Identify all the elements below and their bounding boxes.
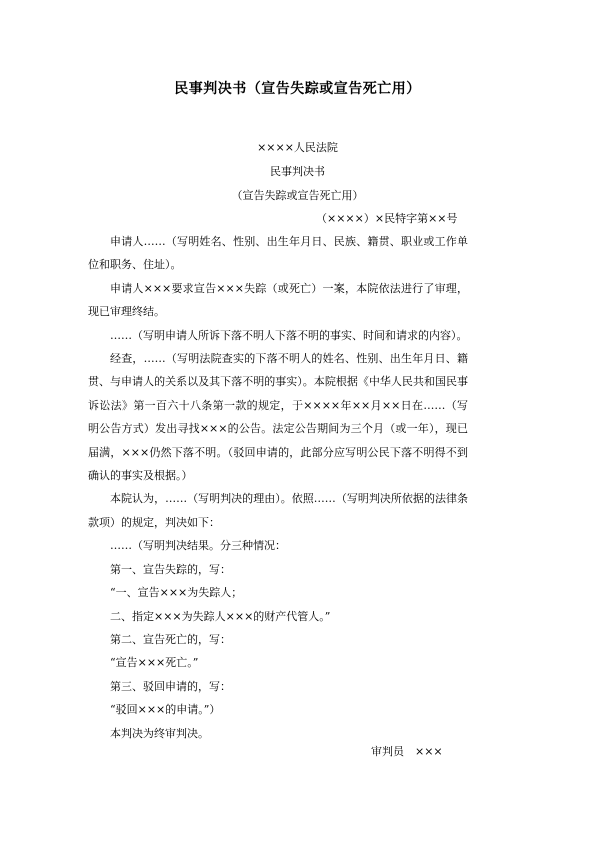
paragraph-case-one: 第一、宣告失踪的，写： <box>110 562 231 576</box>
judge-signature: 审判员 ××× <box>371 745 443 758</box>
paragraph-case-one-item-two: 二、指定×××为失踪人×××的财产代管人。” <box>110 609 331 623</box>
paragraph-reasoning: 本院认为，……（写明判决的理由）。依照……（写明判决所依据的法律条款项）的规定，判决如下： <box>88 492 468 529</box>
paragraph-case-two-item: “宣告×××死亡。” <box>110 656 199 670</box>
paragraph-findings: 经查，……（写明法院查实的下落不明人的姓名、性别、出生年月日、籍贯、与申请人的关系以及其下落不明的事实）。本院根据《中华人民共和国民事诉讼法》第一百六十八条第一款的规定，于××××年××月××日在……（写明公告方式）发出寻找×××的公告。法定公告期间为三个月（或一年），现已届满，×××仍然下落不明。（驳回申请的，此部分应写明公民下落不明得不到确认的事实及根据。） <box>88 352 468 483</box>
court-name: ××××人民法院 <box>257 141 338 154</box>
document-title: 民事判决书（宣告失踪或宣告死亡用） <box>174 81 421 97</box>
paragraph-case-intro: 申请人×××要求宣告×××失踪（或死亡）一案，本院依法进行了审理，现已审理终结。 <box>88 281 468 319</box>
paragraph-final-judgment: 本判决为终审判决。 <box>110 726 209 740</box>
paragraph-judgment-intro: ……（写明判决结果。分三种情况： <box>110 539 286 553</box>
paragraph-case-two: 第二、宣告死亡的，写： <box>110 632 231 646</box>
paragraph-applicant: 申请人……（写明姓名、性别、出生年月日、民族、籍贯、职业或工作单位和职务、住址）。 <box>88 235 468 272</box>
paragraph-case-three: 第三、驳回申请的，写： <box>110 679 231 693</box>
paragraph-case-one-item-one: “一、宣告×××为失踪人； <box>110 586 243 600</box>
paragraph-case-three-item: “驳回×××的申请。”） <box>110 703 221 717</box>
paragraph-claims: ……（写明申请人所诉下落不明人下落不明的事实、时间和请求的内容）。 <box>110 328 468 342</box>
case-number: （××××）×民特字第××号 <box>316 212 458 225</box>
document-type: 民事判决书 <box>270 165 325 178</box>
document-subtitle: （宣告失踪或宣告死亡用） <box>231 189 364 202</box>
document-body <box>88 230 468 745</box>
